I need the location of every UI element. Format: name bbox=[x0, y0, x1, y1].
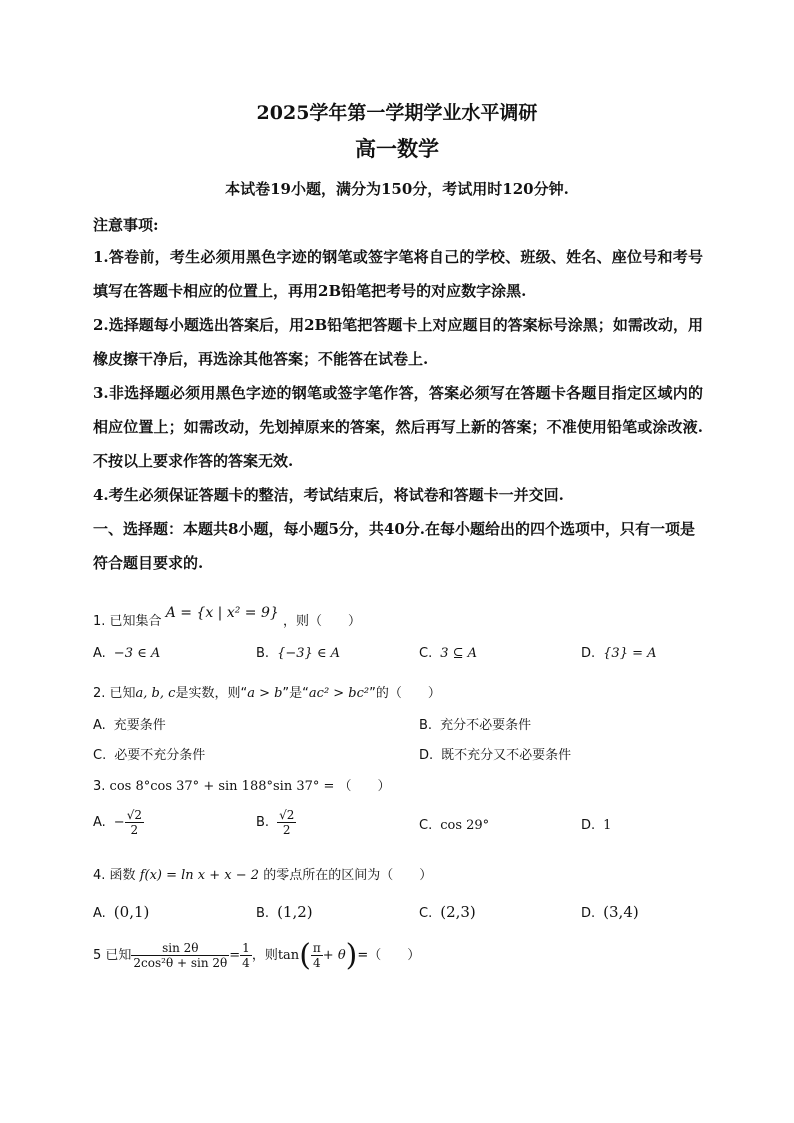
q3-option-d: D. 1 bbox=[581, 818, 612, 833]
q4-option-d: D. (3,4) bbox=[581, 903, 639, 921]
q4-option-a: A. (0,1) bbox=[93, 903, 150, 921]
q4-formula: f(x) = ln x + x − 2 bbox=[139, 868, 260, 883]
q3-option-b-fraction: $\frac{√2}{2}$ bbox=[279, 808, 295, 837]
q1-option-c: C. 3 ⊆ A bbox=[419, 646, 478, 661]
q2-option-a: A. 充要条件 bbox=[93, 718, 166, 733]
q3-option-b: B. $\frac{√2}{2}$ bbox=[256, 808, 295, 837]
q2-condition-1: a > b bbox=[247, 686, 283, 701]
q3-option-a-fraction: $\frac{√2}{2}$ bbox=[126, 808, 142, 837]
q3-option-a: A. − $\frac{√2}{2}$ bbox=[93, 808, 142, 837]
q2-option-b: B. 充分不必要条件 bbox=[419, 718, 532, 733]
q1-suffix: ，则（ ） bbox=[282, 614, 361, 629]
q5-fraction: $\frac{\sin 2\theta}{\text{2cos²θ + sin 2θ}}$ bbox=[133, 941, 228, 970]
q1-option-b: B. {−3} ∈ A bbox=[256, 646, 341, 661]
q5-rhs-fraction: $\frac{1}{4}$ bbox=[242, 941, 250, 970]
question-4: 4. 函数 f(x) = ln x + x − 2 的零点所在的区间为（ ） bbox=[93, 868, 433, 883]
question-3: 3. cos 8°cos 37° + sin 188°sin 37° = （ ） bbox=[93, 779, 391, 794]
question-2: 2. 已知a, b, c是实数，则“a > b”是“ac² > bc²”的（ ） bbox=[93, 686, 441, 701]
notes-heading: 注意事项: bbox=[93, 216, 159, 234]
q4-option-c: C. (2,3) bbox=[419, 903, 476, 921]
note-3: 3.非选择题必须用黑色字迹的钢笔或签字笔作答，答案必须写在答题卡各题目指定区域内的相应位置上；如需改动，先划掉原来的答案，然后再写上新的答案；不准使用铅笔或涂改液.不按以上要求作答的答案无效. bbox=[93, 384, 703, 470]
q2-vars: a, b, c bbox=[135, 686, 176, 701]
exam-info: 本试卷19小题，满分为150分，考试用时120分钟. bbox=[225, 180, 569, 198]
subject-title: 高一数学 bbox=[355, 136, 439, 161]
note-4: 4.考生必须保证答题卡的整洁，考试结束后，将试卷和答题卡一并交回. bbox=[93, 486, 564, 504]
question-5: 5 已知 $\frac{\sin 2\theta}{\text{2cos²θ + sin 2θ}}$ = $\frac{1}{4}$ ，则tan( $\frac{\pi}{4}$ + θ)=（ ） bbox=[93, 938, 421, 973]
q3-option-c: C. cos 29° bbox=[419, 818, 490, 833]
q1-prefix: 1. 已知集合 bbox=[93, 614, 162, 629]
q2-condition-2: ac² > bc² bbox=[308, 686, 370, 701]
q4-option-b: B. (1,2) bbox=[256, 903, 313, 921]
question-1 bbox=[93, 605, 361, 629]
note-1: 1.答卷前，考生必须用黑色字迹的钢笔或签字笔将自己的学校、班级、姓名、座位号和考号填写在答题卡相应的位置上，再用2B铅笔把考号的对应数字涂黑. bbox=[93, 248, 703, 300]
note-2: 2.选择题每小题选出答案后，用2B铅笔把答题卡上对应题目的答案标号涂黑；如需改动，用橡皮擦干净后，再选涂其他答案；不能答在试卷上. bbox=[93, 316, 703, 368]
q1-formula: A = {x | x² = 9} bbox=[165, 605, 279, 621]
q2-option-c: C. 必要不充分条件 bbox=[93, 748, 206, 763]
q2-option-d: D. 既不充分又不必要条件 bbox=[419, 748, 572, 763]
q3-formula: cos 8°cos 37° + sin 188°sin 37° = bbox=[109, 779, 335, 794]
section-heading: 一、选择题：本题共8小题，每小题5分，共40分.在每小题给出的四个选项中，只有一项是符合题目要求的. bbox=[93, 520, 695, 572]
q1-option-d: D. {3} = A bbox=[581, 646, 657, 661]
q5-pi-fraction: $\frac{\pi}{4}$ bbox=[312, 941, 321, 970]
exam-title: 2025学年第一学期学业水平调研 bbox=[256, 102, 538, 124]
q1-option-a: A. −3 ∈ A bbox=[93, 646, 161, 661]
